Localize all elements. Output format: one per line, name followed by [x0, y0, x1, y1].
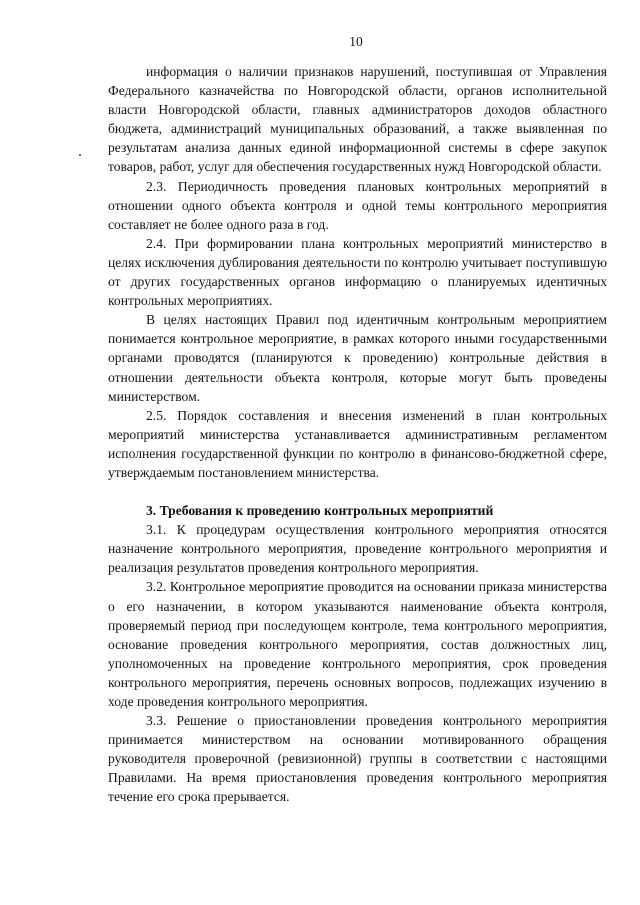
paragraph-3-2: 3.2. Контрольное мероприятие проводится на основании приказа министерства о его назначении, в котором указываются наименование объекта контроля, проверяемый период при последующем контроле, тема контрольного мероприятия, основание проведения контрольного мероприятия, состав должностных лиц, уполномоченных на проведение контрольного мероприятия, срок проведения контрольного мероприятия, перечень основных вопросов, подлежащих изучению в ходе проведения контрольного мероприятия.	[108, 579, 607, 709]
paragraph-2-5: 2.5. Порядок составления и внесения изменений в план контрольных мероприятий министерства устанавливается административным регламентом исполнения государственной функции по контролю в финансово-бюджетной сфере, утверждаемым постановлением министерства.	[108, 407, 607, 480]
document-body	[108, 62, 607, 807]
paragraph-identical-measure: В целях настоящих Правил под идентичным контрольным мероприятием понимается контрольное мероприятие, в рамках которого иными государственными органами проводятся (планируются к проведению) контрольные действия в отношении деятельности объекта контроля, которые могут быть проведены министерством.	[108, 312, 607, 404]
paragraph-3-3: 3.3. Решение о приостановлении проведения контрольного мероприятия принимается министерством на основании мотивированного обращения руководителя проверочной (ревизионной) группы в соответствии с настоящими Правилами. На время приостановления проведения контрольного мероприятия течение его срока прерывается.	[108, 713, 607, 805]
section-3-heading: 3. Требования к проведению контрольных мероприятий	[146, 503, 494, 519]
paragraph-3-1: 3.1. К процедурам осуществления контрольного мероприятия относятся назначение контрольного мероприятия, проведение контрольного мероприятия и реализация результатов проведения контрольного мероприятия.	[108, 522, 607, 576]
paragraph-2-3: 2.3. Периодичность проведения плановых контрольных мероприятий в отношении одного объекта контроля и одной темы контрольного мероприятия составляет не более одного раза в год.	[108, 178, 607, 232]
paragraph-violation-info: информация о наличии признаков нарушений, поступившая от Управления Федерального казначейства по Новгородской области, органов исполнительной власти Новгородской области, главных администраторов доходов областного бюджета, администраций муниципальных образований, а также выявленная по результатам анализа данных единой информационной системы в сфере закупок товаров, работ, услуг для обеспечения государственных нужд Новгородской области.	[108, 64, 607, 175]
page-number: 10	[349, 34, 363, 49]
section-spacer	[108, 482, 607, 501]
paragraph-2-4: 2.4. При формировании плана контрольных мероприятий министерство в целях исключения дублирования деятельности по контролю учитывает поступившую от других государственных органов информацию о планируемых идентичных контрольных мероприятиях.	[108, 235, 607, 309]
scan-speck	[79, 154, 81, 156]
